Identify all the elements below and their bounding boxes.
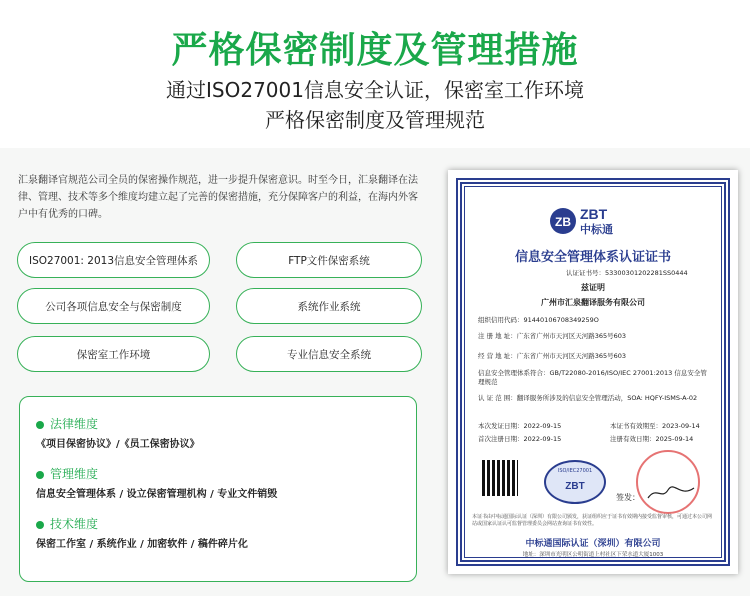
management-dimension-items: 信息安全管理体系 / 设立保密管理机构 / 专业文件销毁 [36,489,278,500]
issue-date: 本次发证日期：2022-09-15 [478,422,562,430]
zbt-logo: ZB ZBT 中标通 [548,206,638,236]
intro-paragraph: 汇泉翻译官规范公司全员的保密操作规范，进一步提升保密意识。时至今日，汇泉翻译在法律、管理、技术等多个维度均建立起了完善的保密措施，充分保障客户的利益，在海内外客户中有优秀的口碑。 [18,175,418,220]
subtitle-line-2: 严格保密制度及管理规范 [265,108,485,132]
company-name: 广州市汇泉翻译服务有限公司 [541,298,645,307]
pill-iso27001: ISO27001: 2013信息安全管理体系 [17,242,210,278]
pill-security-system: 专业信息安全系统 [236,336,422,372]
management-dimension-title: 管理维度 [36,465,98,482]
sign-label: 签发： [616,493,640,502]
qr-code-icon [482,460,518,496]
certificate-footnote: 本证书由中标通国际认证（深圳）有限公司颁发，获证组织应于证书有效期内接受监督审核，可通过本公司网站或国家认证认可监督管理委员会网站查询证书有效性。 [472,514,713,527]
page-title: 严格保密制度及管理措施 [171,30,579,71]
scope: 认 证 范 围：翻译服务所涉及的信息安全管理活动，SOA: HQFY-ISMS-A-02 [478,394,698,402]
pill-secure-room: 保密室工作环境 [17,336,210,372]
pill-ftp: FTP文件保密系统 [236,242,422,278]
operating-address: 经 营 地 址：广东省广州市天河区天河路365号603 [478,352,627,360]
bullet-icon [36,471,44,479]
iso-seal-icon: ISO/IEC27001 ZBT [544,460,606,504]
certificate-image [448,170,738,574]
expiry-date: 本证书有效期至：2023-09-14 [610,422,700,430]
hereby-text: 兹证明 [581,283,605,292]
dimensions-box [19,396,417,582]
red-stamp-icon [636,450,700,514]
pill-security-rules: 公司各项信息安全与保密制度 [17,288,210,324]
subtitle-line-1: 通过ISO27001信息安全认证，保密室工作环境 [166,78,584,102]
signature-icon [646,484,696,502]
standard: 信息安全管理体系符合：GB/T22080-2016/ISO/IEC 27001:2013 信息安全管理规范 [478,369,707,386]
issuer-address: 地址：深圳市光明区公明街道上村社区下荣水道大厦1003 [522,552,664,558]
cert-number: 认证证书号：53300301202281SS0444 [566,269,688,277]
credit-code: 组织信用代码：91440106708349259O [478,316,599,324]
svg-text:ZB: ZB [555,215,571,229]
valid-to-date: 注册有效日期：2025-09-14 [610,435,694,443]
bullet-icon [36,421,44,429]
issuing-organization: 中标通国际认证（深圳）有限公司 [525,539,661,549]
certificate-title: 信息安全管理体系认证证书 [514,250,671,265]
registered-address: 注 册 地 址：广东省广州市天河区天河路365号603 [478,332,627,340]
legal-dimension-items: 《项目保密协议》/《员工保密协议》 [36,439,200,450]
technical-dimension-items: 保密工作室 / 系统作业 / 加密软件 / 稿件碎片化 [36,539,248,550]
first-registration-date: 首次注册日期：2022-09-15 [478,435,562,443]
legal-dimension-title: 法律维度 [36,415,98,432]
pill-system-work: 系统作业系统 [236,288,422,324]
bullet-icon [36,521,44,529]
technical-dimension-title: 技术维度 [36,515,98,532]
